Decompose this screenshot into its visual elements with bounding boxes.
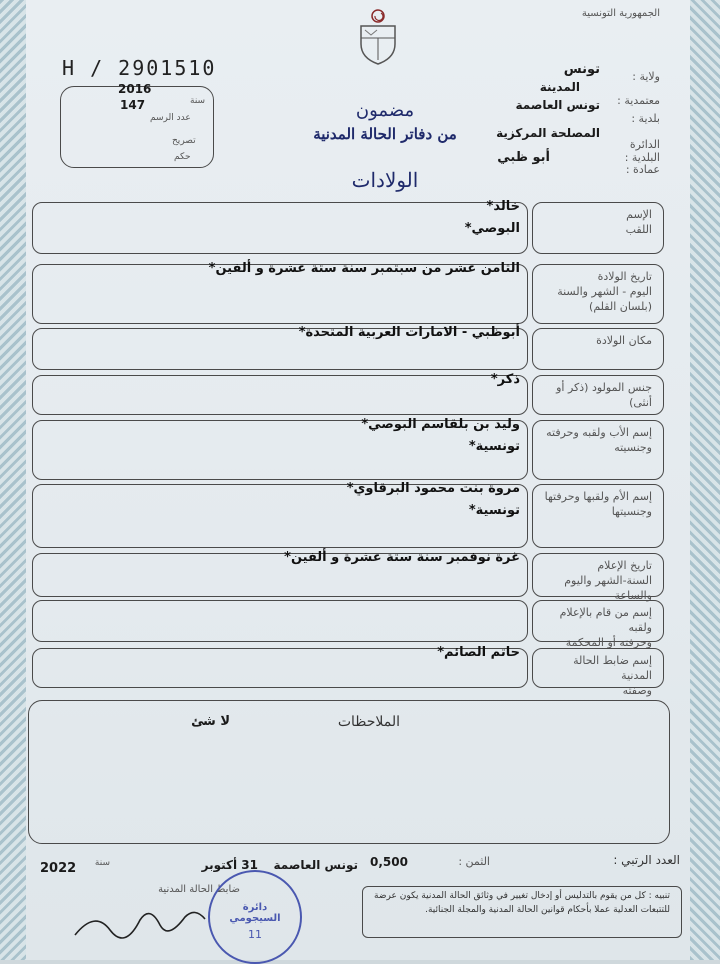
record-judgment-label: حكم <box>174 152 191 162</box>
field-value: ذكر* <box>490 372 520 387</box>
field-value-box <box>32 600 528 642</box>
remarks-value: لا شئ <box>191 714 230 729</box>
field-value: مروة بنت محمود البرقاوي* تونسية* <box>346 481 520 519</box>
field-value: غرة نوفمبر سنة ستة عشرة و ألفين* <box>284 550 520 565</box>
footer-year-label: سنة <box>94 858 110 868</box>
field-label: تاريخ الإعلام السنة-الشهر واليوم والساعة <box>564 559 652 602</box>
field-value: وليد بن بلقاسم البوصي* تونسية* <box>361 417 520 455</box>
footer-date-value: 31 أكتوبر <box>201 858 258 872</box>
signature-icon <box>70 900 220 950</box>
field-value: الثامن عشر من سبتمبر سنة ستة عشرة و ألفين* <box>208 261 520 276</box>
remarks-label: الملاحظات <box>337 714 400 730</box>
field-label: الإسم اللقب <box>625 208 652 236</box>
omada-label: عمادة : <box>625 163 660 176</box>
footer-price-value: 0,500 <box>370 855 408 869</box>
footer-place-value: تونس العاصمة <box>273 858 358 872</box>
coat-of-arms-icon <box>355 8 401 66</box>
field-label: إسم ضابط الحالة المدنية وصفته <box>573 654 652 697</box>
field-label: إسم الأم ولقبها وحرفتها وجنسيتها <box>544 490 652 518</box>
delegation-label: معتمدية : <box>617 94 660 107</box>
extract-title: مضمون <box>355 100 415 121</box>
official-stamp <box>208 870 302 964</box>
municipality-label: بلدية : <box>631 112 660 125</box>
field-label: جنس المولود (ذكر أو أنثى) <box>556 381 652 409</box>
field-value: خالد* البوصي* <box>464 199 520 237</box>
governorate-label: ولاية : <box>632 70 660 83</box>
left-decorative-border <box>0 0 26 960</box>
republic-heading: الجمهورية التونسية <box>581 8 660 19</box>
footer-year-value: 2022 <box>40 861 77 876</box>
record-declaration-label: تصريح <box>172 136 196 146</box>
field-label: إسم الأب ولقبه وحرفته وجنسيته <box>546 426 652 454</box>
right-decorative-border <box>690 0 720 960</box>
field-value: أبوظبي - الامارات العربية المتحدة* <box>298 325 520 340</box>
omada-value: أبو ظبي <box>497 150 550 165</box>
certificate-serial-number: H / 2901510 <box>62 56 217 80</box>
stamp-number: 11 <box>248 928 262 941</box>
registry-title: من دفاتر الحالة المدنية <box>313 125 457 143</box>
footer-serial-label: العدد الرتبي : <box>613 853 680 867</box>
record-number-label: عدد الرسم <box>150 113 191 123</box>
footer-price-label: الثمن : <box>458 855 490 868</box>
notice-text: تنبيه : كل من يقوم بالتدليس أو إدخال تغيير في وثائق الحالة المدنية يكون عرضة للتتبعات العدلية عملا بأحكام قوانين الحالة المدنية والمجلة الجنائية. <box>374 891 670 915</box>
district-label: الدائرة البلدية : <box>624 138 660 164</box>
record-year-label: سنة <box>190 96 206 106</box>
municipality-value: تونس العاصمة <box>515 98 600 112</box>
footer-officer-label: ضابط الحالة المدنية <box>158 884 240 895</box>
section-title: الولادات <box>351 168 419 192</box>
district-value: المصلحة المركزية <box>496 126 600 140</box>
field-label: مكان الولادة <box>596 334 652 347</box>
stamp-text: دائرة السيجومي <box>229 902 281 924</box>
record-number-value: 147 <box>120 98 146 112</box>
record-year-value: 2016 <box>118 82 152 96</box>
field-label: إسم من قام بالإعلام ولقبه وحرفته أو المحكمة <box>559 606 652 649</box>
field-label: تاريخ الولادة اليوم - الشهر والسنة (بلسان القلم) <box>557 270 652 313</box>
governorate-value: تونس <box>563 62 600 77</box>
delegation-value: المدينة <box>539 80 580 94</box>
field-value: حاتم الصائم* <box>437 645 520 660</box>
